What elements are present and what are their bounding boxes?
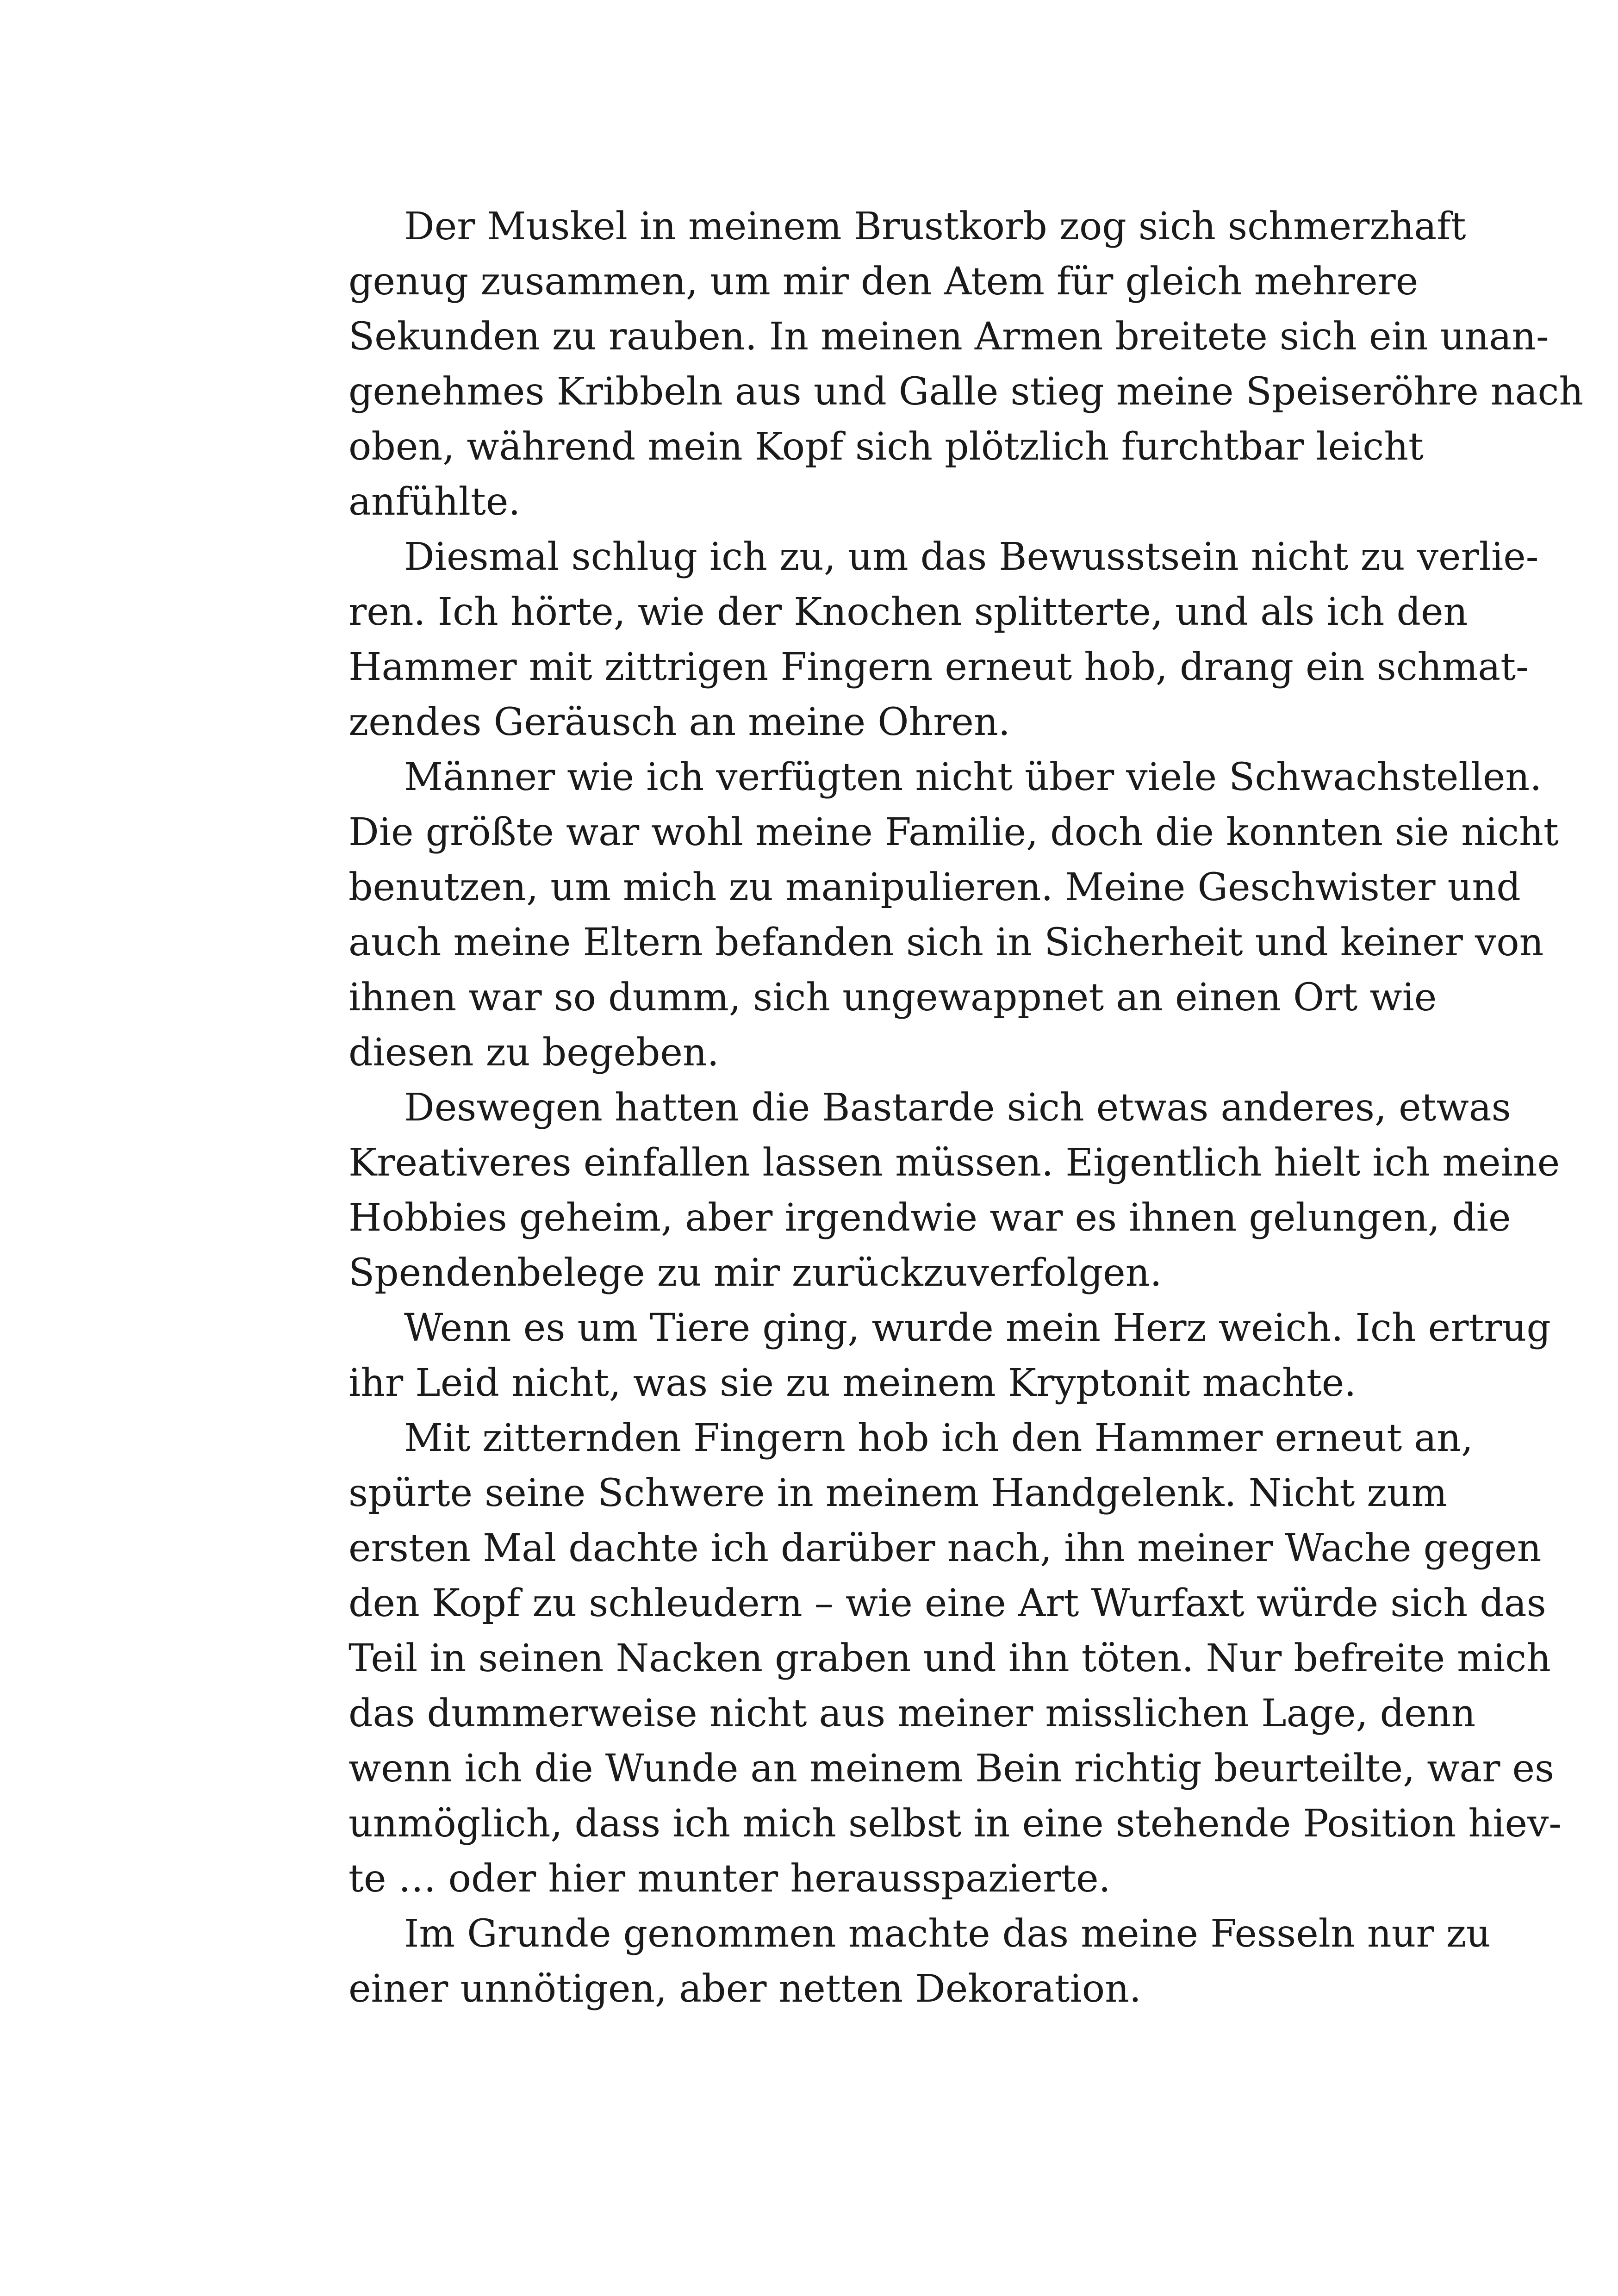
text-line: Diesmal schlug ich zu, um das Bewusstsein nicht zu verlie- (404, 535, 1539, 579)
text-line: Sekunden zu rauben. In meinen Armen breitete sich ein unan- (348, 315, 1549, 359)
text-line: ersten Mal dachte ich darüber nach, ihn meiner Wache gegen (348, 1526, 1542, 1570)
text-line: oben, während mein Kopf sich plötzlich furchtbar leicht (348, 425, 1424, 469)
text-line: einer unnötigen, aber netten Dekoration. (348, 1967, 1141, 2011)
text-line: Hammer mit zittrigen Fingern erneut hob, drang ein schmat- (348, 645, 1529, 689)
text-line: den Kopf zu schleudern – wie eine Art Wurfaxt würde sich das (348, 1581, 1546, 1625)
text-line: diesen zu begeben. (348, 1031, 719, 1075)
text-line: Männer wie ich verfügten nicht über viele Schwachstellen. (404, 755, 1542, 799)
text-line: te … oder hier munter herausspazierte. (348, 1857, 1111, 1901)
text-line: wenn ich die Wunde an meinem Bein richtig beurteilte, war es (348, 1747, 1555, 1791)
paragraph (293, 529, 1539, 750)
paragraph (293, 1300, 1551, 1411)
text-line: Hobbies geheim, aber irgendwie war es ihnen gelungen, die (348, 1196, 1511, 1240)
text-line: ren. Ich hörte, wie der Knochen splitterte, und als ich den (348, 590, 1468, 634)
text-line: Mit zitternden Fingern hob ich den Hammer erneut an, (404, 1416, 1474, 1460)
paragraph (293, 1080, 1560, 1300)
text-line: ihr Leid nicht, was sie zu meinem Kryptonit machte. (348, 1361, 1357, 1405)
text-line: anfühlte. (348, 480, 521, 524)
text-line: benutzen, um mich zu manipulieren. Meine Geschwister und (348, 865, 1521, 909)
text-line: auch meine Eltern befanden sich in Sicherheit und keiner von (348, 921, 1544, 964)
text-line: spürte seine Schwere in meinem Handgelenk. Nicht zum (348, 1471, 1448, 1515)
paragraph (293, 750, 1559, 1080)
text-line: Spendenbelege zu mir zurückzuverfolgen. (348, 1251, 1162, 1295)
paragraph (293, 199, 1584, 529)
text-line: unmöglich, dass ich mich selbst in eine stehende Position hiev- (348, 1802, 1562, 1846)
paragraph (293, 1411, 1562, 1906)
text-line: Im Grunde genommen machte das meine Fesseln nur zu (404, 1912, 1491, 1956)
text-line: zendes Geräusch an meine Ohren. (348, 700, 1010, 744)
text-line: Deswegen hatten die Bastarde sich etwas anderes, etwas (404, 1086, 1511, 1130)
text-line: Der Muskel in meinem Brustkorb zog sich schmerzhaft (404, 205, 1466, 249)
text-line: Kreativeres einfallen lassen müssen. Eigentlich hielt ich meine (348, 1141, 1560, 1185)
text-line: genug zusammen, um mir den Atem für gleich mehrere (348, 260, 1419, 304)
paragraph (293, 1906, 1491, 2016)
text-line: Wenn es um Tiere ging, wurde mein Herz weich. Ich ertrug (404, 1306, 1551, 1350)
text-line: Die größte war wohl meine Familie, doch die konnten sie nicht (348, 810, 1559, 854)
text-line: Teil in seinen Nacken graben und ihn töten. Nur befreite mich (348, 1636, 1551, 1680)
text-line: genehmes Kribbeln aus und Galle stieg meine Speiseröhre nach (348, 370, 1584, 414)
text-line: das dummerweise nicht aus meiner misslichen Lage, denn (348, 1692, 1476, 1736)
text-line: ihnen war so dumm, sich ungewappnet an einen Ort wie (348, 976, 1437, 1020)
body-text (293, 199, 1584, 2016)
